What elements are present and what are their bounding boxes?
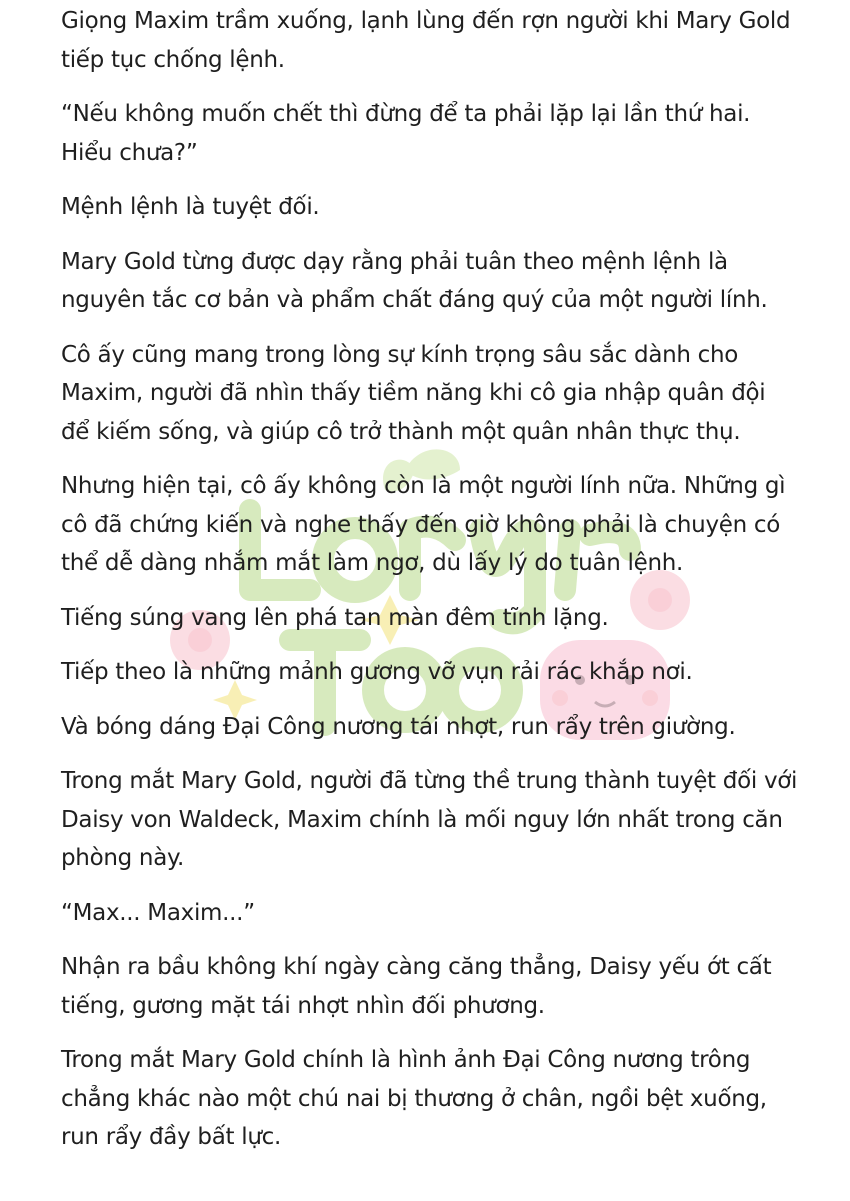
paragraph: Giọng Maxim trầm xuống, lạnh lùng đến rợn người khi Mary Gold tiếp tục chống lệnh. xyxy=(61,8,791,73)
text-body xyxy=(61,2,800,1157)
paragraph: “Nếu không muốn chết thì đừng để ta phải lặp lại lần thứ hai. Hiểu chưa?” xyxy=(61,101,751,166)
paragraph: Mary Gold từng được dạy rằng phải tuân theo mệnh lệnh là nguyên tắc cơ bản và phẩm chất đáng quý của một người lính. xyxy=(61,248,768,313)
paragraph: Tiếng súng vang lên phá tan màn đêm tĩnh lặng. xyxy=(61,604,609,631)
paragraph: Nhưng hiện tại, cô ấy không còn là một người lính nữa. Những gì cô đã chứng kiến và nghe thấy đến giờ không phải là chuyện có thể dễ dàng nhắm mắt làm ngơ, dù lấy lý do tuân lệnh. xyxy=(61,473,786,576)
paragraph: Và bóng dáng Đại Công nương tái nhợt, run rẩy trên giường. xyxy=(61,713,736,740)
paragraph: Nhận ra bầu không khí ngày càng căng thẳng, Daisy yếu ớt cất tiếng, gương mặt tái nhợt nhìn đối phương. xyxy=(61,954,772,1019)
paragraph: Mệnh lệnh là tuyệt đối. xyxy=(61,194,320,220)
paragraph: Trong mắt Mary Gold, người đã từng thề trung thành tuyệt đối với Daisy von Waldeck, Maxim chính là mối nguy lớn nhất trong căn phòng này. xyxy=(61,768,798,871)
paragraph: Tiếp theo là những mảnh gương vỡ vụn rải rác khắp nơi. xyxy=(61,659,693,685)
paragraph: “Max... Maxim...” xyxy=(61,899,255,926)
paragraph: Cô ấy cũng mang trong lòng sự kính trọng sâu sắc dành cho Maxim, người đã nhìn thấy tiềm năng khi cô gia nhập quân đội để kiếm sống, và giúp cô trở thành một quân nhân thực thụ. xyxy=(61,341,766,445)
paragraph: Trong mắt Mary Gold chính là hình ảnh Đại Công nương trông chẳng khác nào một chú nai bị thương ở chân, ngồi bệt xuống, run rẩy đầy bất lực. xyxy=(61,1047,767,1150)
